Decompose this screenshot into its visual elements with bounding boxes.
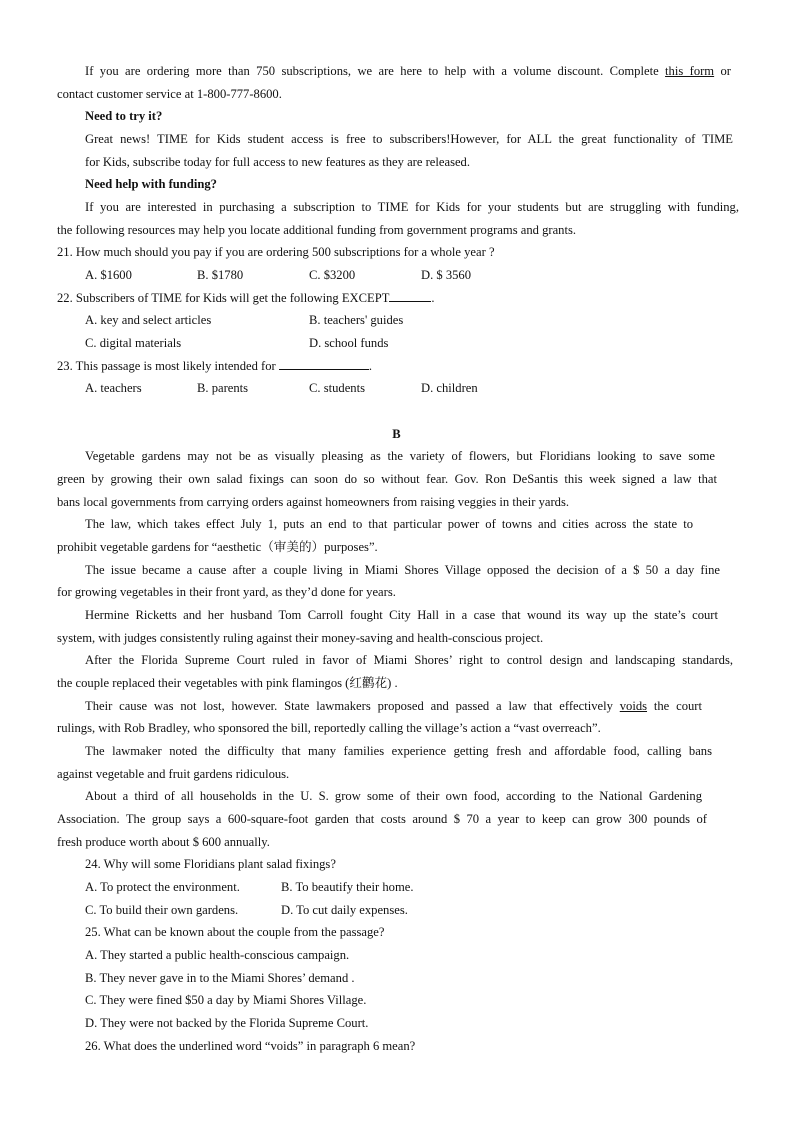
- passage-b-line: The issue became a cause after a couple living in Miami Shores Village opposed the decision of a $ 50 a day fine: [85, 563, 720, 577]
- answer-blank: [389, 290, 431, 302]
- passage-b-line: against vegetable and fruit gardens ridiculous.: [57, 767, 290, 781]
- passage-b-line: system, with judges consistently ruling against their money-saving and health-conscious project.: [57, 631, 544, 645]
- q24-option-a: A. To protect the environment.: [85, 880, 240, 894]
- q23-option-a: A. teachers: [85, 381, 142, 395]
- q21-option-c: C. $3200: [309, 268, 356, 282]
- heading-need-to-try: Need to try it?: [85, 109, 163, 123]
- question-25: 25. What can be known about the couple from the passage?: [85, 925, 385, 939]
- q25-option-a: A. They started a public health-conscious campaign.: [85, 948, 350, 962]
- paragraph-funding-line2: the following resources may help you locate additional funding from government programs and grants.: [57, 223, 577, 237]
- q21-option-b: B. $1780: [197, 268, 244, 282]
- text-segment: Their cause was not lost, however. State lawmakers proposed and passed a law that effectively: [85, 699, 613, 713]
- underlined-word-voids: voids: [619, 699, 648, 713]
- q23-option-b: B. parents: [197, 381, 249, 395]
- this-form-link[interactable]: this form: [665, 64, 715, 78]
- passage-b-line: [85, 698, 702, 714]
- paragraph-volume-discount-line2: contact customer service at 1-800-777-8600.: [57, 87, 282, 101]
- section-heading-b: B: [392, 427, 401, 441]
- text-segment: or: [720, 64, 731, 78]
- question-23-text: 23. This passage is most likely intended for: [57, 359, 276, 373]
- question-23: 23. This passage is most likely intended for .: [57, 359, 373, 373]
- q25-option-c: C. They were fined $50 a day by Miami Shores Village.: [85, 993, 367, 1007]
- paragraph-try-line1: Great news! TIME for Kids student access is free to subscribers!However, for ALL the great functionality of TIME: [85, 132, 733, 146]
- passage-b-line: Vegetable gardens may not be as visually pleasing as the variety of flowers, but Floridians looking to save some: [85, 449, 715, 463]
- question-22-text: 22. Subscribers of TIME for Kids will get the following EXCEPT: [57, 291, 390, 305]
- q21-option-d: D. $ 3560: [421, 268, 472, 282]
- q24-option-b: B. To beautify their home.: [281, 880, 414, 894]
- passage-b-line: The law, which takes effect July 1, puts an end to that particular power of towns and cities across the state to: [85, 517, 693, 531]
- passage-b-line: bans local governments from carrying orders against homeowners from raising veggies in their yards.: [57, 495, 570, 509]
- paragraph-funding-line1: If you are interested in purchasing a subscription to TIME for Kids for your students but are struggling with funding,: [85, 200, 739, 214]
- passage-b-line: Association. The group says a 600-square-foot garden that costs around $ 70 a year to keep can grow 300 pounds of: [57, 812, 707, 826]
- passage-b-line: Hermine Ricketts and her husband Tom Carroll fought City Hall in a case that wound its way up the state’s court: [85, 608, 718, 622]
- passage-b-line: the couple replaced their vegetables with pink flamingos (红鹳花) .: [57, 676, 398, 690]
- question-21: 21. How much should you pay if you are ordering 500 subscriptions for a whole year ?: [57, 245, 495, 259]
- q25-option-b: B. They never gave in to the Miami Shores’ demand .: [85, 971, 355, 985]
- text-segment: If you are ordering more than 750 subscriptions, we are here to help with a volume discount. Complete: [85, 64, 659, 78]
- heading-need-funding: Need help with funding?: [85, 177, 217, 191]
- q22-option-a: A. key and select articles: [85, 313, 212, 327]
- question-26: 26. What does the underlined word “voids” in paragraph 6 mean?: [85, 1039, 416, 1053]
- question-24: 24. Why will some Floridians plant salad fixings?: [85, 857, 336, 871]
- passage-b-line: rulings, with Rob Bradley, who sponsored the bill, reportedly calling the village’s action a “vast overreach”.: [57, 721, 601, 735]
- q23-option-d: D. children: [421, 381, 478, 395]
- paragraph-volume-discount-line1: [85, 63, 731, 79]
- question-22: 22. Subscribers of TIME for Kids will get the following EXCEPT .: [57, 291, 435, 305]
- passage-b-line: green by growing their own salad fixings can soon do so without fear. Gov. Ron DeSantis this week signed a law that: [57, 472, 717, 486]
- passage-b-line: After the Florida Supreme Court ruled in favor of Miami Shores’ right to control design and landscaping standards,: [85, 653, 733, 667]
- passage-b-line: prohibit vegetable gardens for “aesthetic（审美的）purposes”.: [57, 540, 378, 554]
- q22-option-c: C. digital materials: [85, 336, 182, 350]
- q21-option-a: A. $1600: [85, 268, 132, 282]
- passage-b-line: About a third of all households in the U. S. grow some of their own food, according to the National Gardening: [85, 789, 702, 803]
- paragraph-try-line2: for Kids, subscribe today for full access to new features as they are released.: [85, 155, 471, 169]
- q22-option-d: D. school funds: [309, 336, 389, 350]
- q22-option-b: B. teachers' guides: [309, 313, 404, 327]
- answer-blank: [279, 358, 369, 370]
- q23-option-c: C. students: [309, 381, 365, 395]
- text-segment: the court: [653, 699, 703, 713]
- passage-b-line: fresh produce worth about $ 600 annually.: [57, 835, 270, 849]
- passage-b-line: The lawmaker noted the difficulty that many families experience getting fresh and affordable food, calling bans: [85, 744, 712, 758]
- q24-option-d: D. To cut daily expenses.: [281, 903, 408, 917]
- q24-option-c: C. To build their own gardens.: [85, 903, 239, 917]
- passage-b-line: for growing vegetables in their front yard, as they’d done for years.: [57, 585, 396, 599]
- q25-option-d: D. They were not backed by the Florida Supreme Court.: [85, 1016, 369, 1030]
